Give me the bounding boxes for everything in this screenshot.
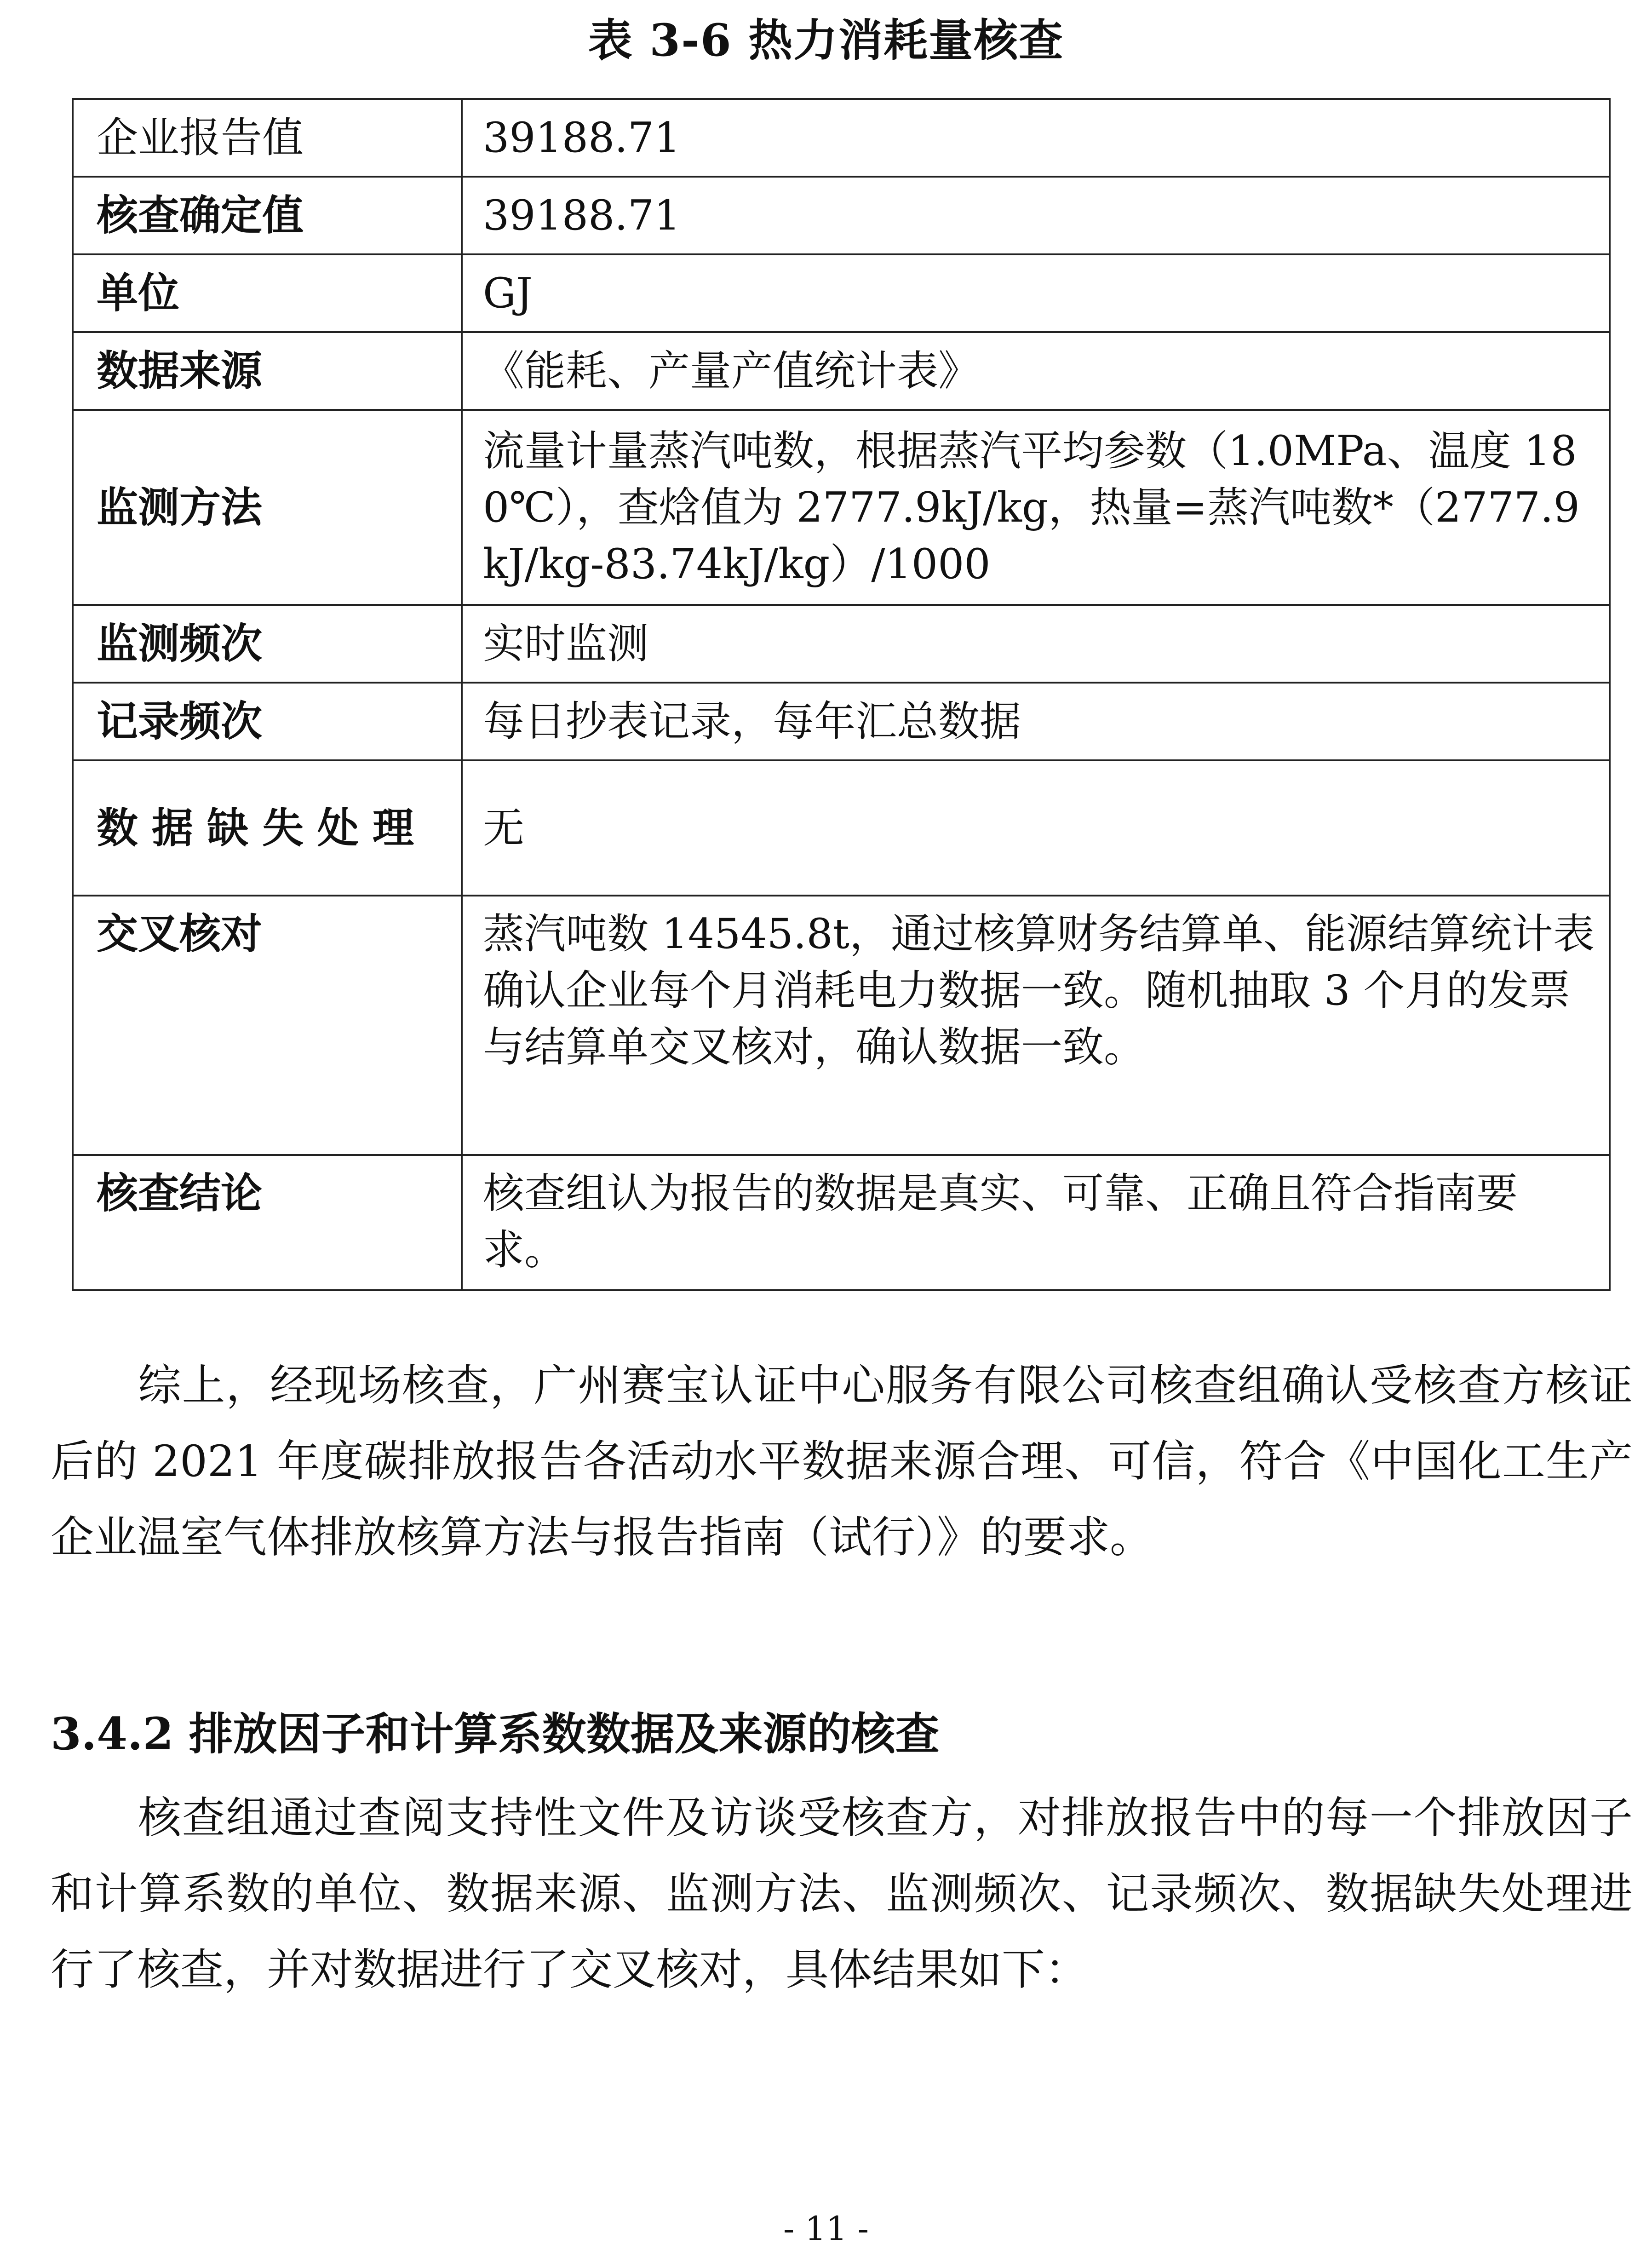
table-row bbox=[73, 177, 1610, 254]
table-title: 表 3-6 热力消耗量核查 bbox=[588, 14, 1064, 66]
row-value-conclusion: 核查组认为报告的数据是真实、可靠、正确且符合指南要求。 bbox=[462, 1155, 1610, 1290]
page-number: - 11 - bbox=[783, 2209, 869, 2248]
row-value-missing-data-handling: 无 bbox=[462, 760, 1610, 896]
table-row bbox=[73, 332, 1610, 410]
row-value-monitoring-method: 流量计量蒸汽吨数，根据蒸汽平均参数（1.0MPa、温度 180℃），查焓值为 2777.9kJ/kg，热量=蒸汽吨数*（2777.9kJ/kg-83.74kJ/kg）/1000 bbox=[462, 410, 1610, 605]
table-row bbox=[73, 99, 1610, 177]
row-label-unit: 单位 bbox=[73, 254, 462, 332]
row-label-cross-check: 交叉核对 bbox=[73, 896, 462, 1155]
table-row bbox=[73, 254, 1610, 332]
row-value-verified-value: 39188.71 bbox=[462, 177, 1610, 254]
table-row bbox=[73, 605, 1610, 683]
row-label-verified-value: 核查确定值 bbox=[73, 177, 462, 254]
row-value-reported-value: 39188.71 bbox=[462, 99, 1610, 177]
table-row bbox=[73, 760, 1610, 896]
row-value-unit: GJ bbox=[462, 254, 1610, 332]
table-row bbox=[73, 1155, 1610, 1290]
heat-consumption-verification-table bbox=[72, 98, 1611, 1291]
row-label-monitoring-frequency: 监测频次 bbox=[73, 605, 462, 683]
table-row bbox=[73, 683, 1610, 760]
row-value-monitoring-frequency: 实时监测 bbox=[462, 605, 1610, 683]
row-label-data-source: 数据来源 bbox=[73, 332, 462, 410]
row-label-reported-value: 企业报告值 bbox=[73, 99, 462, 177]
summary-paragraph: 综上，经现场核查，广州赛宝认证中心服务有限公司核查组确认受核查方核证后的 2021 年度碳排放报告各活动水平数据来源合理、可信，符合《中国化工生产企业温室气体排放核算方法与报告指南（试行）》的要求。 bbox=[51, 1361, 1633, 1563]
table-row bbox=[73, 410, 1610, 605]
row-label-missing-data-handling: 数据缺失处理 bbox=[73, 760, 462, 896]
row-value-cross-check: 蒸汽吨数 14545.8t，通过核算财务结算单、能源结算统计表确认企业每个月消耗电力数据一致。随机抽取 3 个月的发票与结算单交叉核对，确认数据一致。 bbox=[462, 896, 1610, 1155]
section-heading: 3.4.2 排放因子和计算系数数据及来源的核查 bbox=[51, 1708, 940, 1760]
row-value-data-source: 《能耗、产量产值统计表》 bbox=[462, 332, 1610, 410]
section-intro-paragraph: 核查组通过查阅支持性文件及访谈受核查方，对排放报告中的每一个排放因子和计算系数的单位、数据来源、监测方法、监测频次、记录频次、数据缺失处理进行了核查，并对数据进行了交叉核对，具体结果如下： bbox=[51, 1793, 1633, 1995]
row-label-recording-frequency: 记录频次 bbox=[73, 683, 462, 760]
row-label-conclusion: 核查结论 bbox=[73, 1155, 462, 1290]
table-row bbox=[73, 896, 1610, 1155]
row-label-monitoring-method: 监测方法 bbox=[73, 410, 462, 605]
row-value-recording-frequency: 每日抄表记录，每年汇总数据 bbox=[462, 683, 1610, 760]
